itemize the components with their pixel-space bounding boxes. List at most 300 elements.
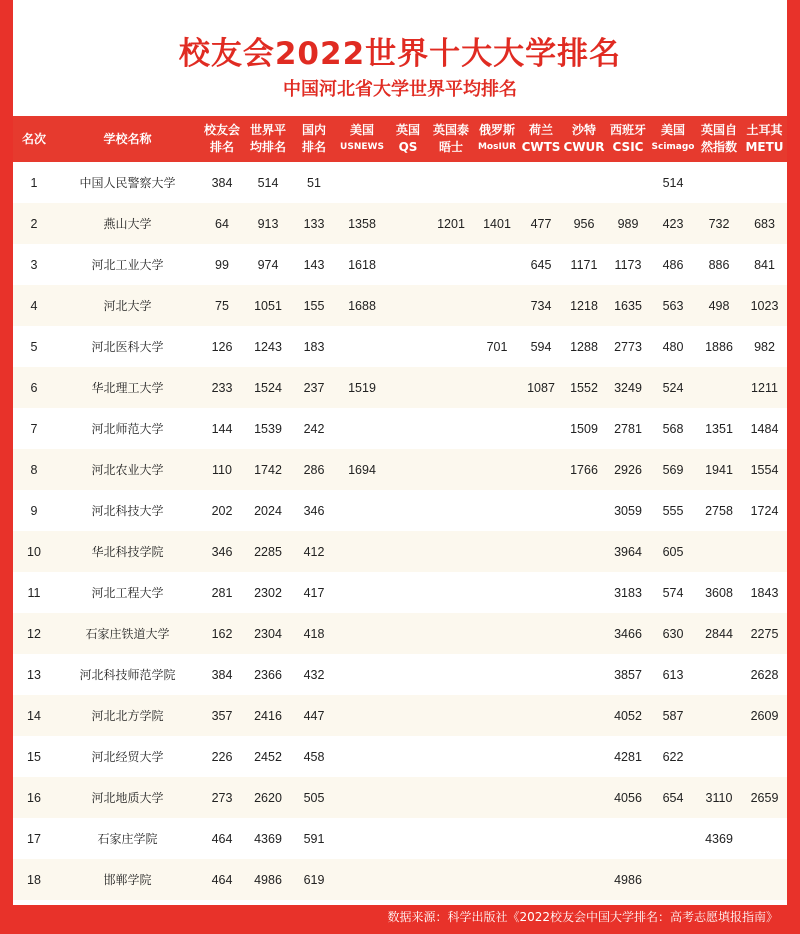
table-cell <box>336 695 388 736</box>
column-header-line1: 英国自 <box>700 123 737 137</box>
table-cell: 605 <box>662 544 684 559</box>
table-cell <box>474 490 520 531</box>
table-cell: 4281 <box>614 749 642 764</box>
column-header-line2: CSIC <box>612 140 644 154</box>
table-row <box>13 654 787 695</box>
column-header-line2: 晤士 <box>438 140 463 154</box>
table-row <box>13 408 787 449</box>
table-cell: 1694 <box>348 462 376 477</box>
table-cell: 447 <box>303 708 325 723</box>
table-cell <box>388 572 428 613</box>
column-header <box>388 116 428 162</box>
table-cell: 237 <box>303 380 325 395</box>
table-cell: 2416 <box>254 708 282 723</box>
table-cell: 1635 <box>614 298 642 313</box>
table-cell: 3608 <box>705 585 733 600</box>
table-cell <box>520 695 562 736</box>
table-cell <box>520 408 562 449</box>
table-cell <box>474 408 520 449</box>
table-cell <box>336 613 388 654</box>
table-cell: 4986 <box>614 872 642 887</box>
table-cell <box>742 531 787 572</box>
rank-cell: 14 <box>27 708 41 723</box>
column-header-line2: 排名 <box>301 140 326 154</box>
table-cell: 412 <box>303 544 325 559</box>
table-cell: 2275 <box>750 626 779 641</box>
table-cell <box>474 162 520 203</box>
table-cell <box>562 695 606 736</box>
table-cell <box>696 654 742 695</box>
column-header-line1: 荷兰 <box>528 123 553 137</box>
school-name-cell: 河北医科大学 <box>91 340 164 354</box>
rank-cell: 12 <box>27 626 41 641</box>
table-cell: 1941 <box>705 462 733 477</box>
table-cell <box>388 490 428 531</box>
rank-cell: 3 <box>30 257 38 272</box>
table-cell <box>388 859 428 900</box>
table-cell <box>696 367 742 408</box>
table-cell <box>520 859 562 900</box>
table-cell <box>474 531 520 572</box>
table-cell <box>388 367 428 408</box>
column-header <box>742 116 787 162</box>
column-header <box>336 116 388 162</box>
table-cell <box>428 654 474 695</box>
table-cell <box>562 859 606 900</box>
column-header <box>244 116 292 162</box>
table-cell <box>336 490 388 531</box>
table-cell: 1401 <box>483 216 511 231</box>
column-header-line1: 西班牙 <box>609 123 646 137</box>
table-cell: 1211 <box>751 380 778 395</box>
table-cell: 1288 <box>570 339 598 354</box>
table-cell: 1539 <box>254 421 282 436</box>
table-cell: 486 <box>662 257 684 272</box>
table-cell: 477 <box>530 216 552 231</box>
table-cell: 162 <box>211 626 233 641</box>
table-cell <box>428 449 474 490</box>
column-header-line2: 均排名 <box>249 140 286 154</box>
table-cell: 886 <box>708 257 730 272</box>
column-header-line1: 国内 <box>301 123 326 137</box>
table-cell: 2773 <box>614 339 642 354</box>
table-cell <box>696 736 742 777</box>
column-header-line2: METU <box>745 140 784 154</box>
table-cell: 732 <box>708 216 730 231</box>
table-cell <box>388 162 428 203</box>
table-cell: 384 <box>211 667 233 682</box>
school-name-cell: 河北地质大学 <box>91 791 164 805</box>
table-cell: 464 <box>211 872 233 887</box>
table-cell: 3183 <box>614 585 642 600</box>
table-cell: 1171 <box>570 257 598 272</box>
column-header-line2: Scimago <box>651 142 695 152</box>
table-row <box>13 777 787 818</box>
table-header-row <box>13 116 787 162</box>
table-cell <box>428 244 474 285</box>
column-header-line2: MosIUR <box>477 142 517 152</box>
table-cell: 2024 <box>254 503 282 518</box>
table-cell <box>388 408 428 449</box>
table-cell <box>520 654 562 695</box>
table-cell: 1509 <box>570 421 598 436</box>
table-cell <box>474 777 520 818</box>
table-cell: 1843 <box>750 585 779 600</box>
table-cell <box>388 285 428 326</box>
table-row <box>13 613 787 654</box>
column-header-line1: 俄罗斯 <box>478 123 515 137</box>
table-cell: 974 <box>257 257 279 272</box>
table-row <box>13 203 787 244</box>
table-cell <box>428 490 474 531</box>
table-cell: 498 <box>708 298 730 313</box>
rank-cell: 8 <box>30 462 38 477</box>
rank-cell: 6 <box>30 380 38 395</box>
column-header <box>428 116 474 162</box>
table-cell: 1218 <box>570 298 598 313</box>
table-cell <box>428 777 474 818</box>
table-cell: 3249 <box>614 380 642 395</box>
column-header-line1: 美国 <box>660 123 685 137</box>
table-cell: 458 <box>303 749 325 764</box>
school-name-cell: 华北科技学院 <box>91 545 164 559</box>
table-cell <box>696 859 742 900</box>
table-cell: 233 <box>211 380 233 395</box>
table-cell <box>650 859 696 900</box>
table-cell: 1243 <box>254 339 282 354</box>
school-name-cell: 邯郸学院 <box>103 873 152 887</box>
table-cell <box>520 613 562 654</box>
table-cell <box>696 695 742 736</box>
table-cell <box>474 449 520 490</box>
table-cell <box>388 613 428 654</box>
table-cell <box>336 326 388 367</box>
table-cell: 683 <box>754 216 775 231</box>
table-cell <box>428 285 474 326</box>
table-cell <box>562 531 606 572</box>
table-cell <box>428 613 474 654</box>
table-cell: 2285 <box>254 544 282 559</box>
rank-cell: 17 <box>27 831 41 846</box>
table-cell <box>562 490 606 531</box>
table-cell: 555 <box>662 503 684 518</box>
table-cell: 630 <box>662 626 684 641</box>
table-cell <box>336 777 388 818</box>
table-cell <box>474 654 520 695</box>
table-cell: 64 <box>215 216 229 231</box>
rank-cell: 18 <box>27 872 41 887</box>
table-cell: 2609 <box>750 708 779 723</box>
table-cell <box>388 531 428 572</box>
column-header <box>292 116 336 162</box>
table-cell <box>428 818 474 859</box>
table-cell: 1724 <box>750 503 779 518</box>
table-cell: 1351 <box>705 421 733 436</box>
table-row <box>13 818 787 859</box>
table-cell <box>520 818 562 859</box>
table-cell <box>388 244 428 285</box>
table-cell: 286 <box>303 462 325 477</box>
table-cell: 913 <box>257 216 279 231</box>
table-cell <box>428 572 474 613</box>
table-cell: 574 <box>662 585 684 600</box>
rank-cell: 9 <box>30 503 38 518</box>
table-cell: 734 <box>530 298 552 313</box>
table-cell <box>388 695 428 736</box>
column-header <box>200 116 244 162</box>
school-name-cell: 石家庄学院 <box>97 832 158 846</box>
table-row <box>13 695 787 736</box>
table-cell <box>562 613 606 654</box>
rank-cell: 11 <box>27 585 41 600</box>
school-name-cell: 石家庄铁道大学 <box>85 627 170 641</box>
table-cell: 1201 <box>437 216 465 231</box>
table-cell: 2659 <box>750 790 779 805</box>
table-cell: 1023 <box>750 298 779 313</box>
table-cell <box>742 818 787 859</box>
table-cell <box>606 818 650 859</box>
table-cell: 281 <box>211 585 233 600</box>
table-cell <box>388 736 428 777</box>
table-cell <box>428 162 474 203</box>
column-header-line1: 沙特 <box>571 123 596 137</box>
table-cell: 1742 <box>254 462 282 477</box>
school-name-cell: 华北理工大学 <box>91 381 164 395</box>
table-cell <box>696 162 742 203</box>
table-row <box>13 285 787 326</box>
table-cell: 1087 <box>527 380 555 395</box>
column-header-line1: 名次 <box>21 131 46 146</box>
table-cell <box>474 367 520 408</box>
table-body <box>13 162 787 900</box>
table-cell: 2304 <box>254 626 282 641</box>
table-cell <box>336 859 388 900</box>
table-cell: 1519 <box>348 380 376 395</box>
table-cell: 75 <box>215 298 229 313</box>
column-header-line1: 学校名称 <box>103 131 152 146</box>
table-cell: 2781 <box>614 421 642 436</box>
table-cell: 144 <box>211 421 233 436</box>
table-cell <box>336 162 388 203</box>
column-header-line1: 英国泰 <box>432 123 469 137</box>
table-cell: 594 <box>530 339 552 354</box>
school-name-cell: 河北科技师范学院 <box>79 668 176 682</box>
school-name-cell: 河北北方学院 <box>91 709 164 723</box>
table-cell <box>520 531 562 572</box>
table-cell: 346 <box>211 544 233 559</box>
table-cell <box>474 285 520 326</box>
table-cell: 3964 <box>614 544 642 559</box>
table-cell <box>562 736 606 777</box>
table-row <box>13 367 787 408</box>
school-name-cell: 河北师范大学 <box>91 422 164 436</box>
table-cell <box>428 531 474 572</box>
table-cell: 989 <box>617 216 639 231</box>
page-title: 校友会2022世界十大大学排名 <box>178 36 622 72</box>
ranking-table <box>13 116 787 900</box>
table-cell: 357 <box>211 708 233 723</box>
table-cell: 202 <box>211 503 233 518</box>
table-cell: 273 <box>211 790 233 805</box>
table-cell <box>562 818 606 859</box>
table-cell <box>428 695 474 736</box>
table-cell: 514 <box>257 175 279 190</box>
table-cell: 2628 <box>750 667 779 682</box>
column-header-line2: QS <box>398 140 418 154</box>
table-cell <box>474 818 520 859</box>
table-cell: 591 <box>303 831 325 846</box>
school-name-cell: 燕山大学 <box>103 217 152 231</box>
table-cell: 4369 <box>254 831 282 846</box>
table-cell: 701 <box>486 339 508 354</box>
table-cell <box>474 695 520 736</box>
table-cell <box>336 736 388 777</box>
table-cell: 2758 <box>705 503 733 518</box>
table-cell: 432 <box>303 667 325 682</box>
table-cell <box>562 162 606 203</box>
table-cell: 505 <box>303 790 325 805</box>
table-cell: 4369 <box>705 831 733 846</box>
table-cell: 524 <box>662 380 684 395</box>
table-cell: 417 <box>303 585 325 600</box>
table-cell: 4986 <box>254 872 282 887</box>
column-header-line2: CWTS <box>521 140 561 154</box>
table-cell <box>742 162 787 203</box>
school-name-cell: 河北科技大学 <box>91 504 164 518</box>
source-footnote: 数据来源：科学出版社《2022校友会中国大学排名：高考志愿填报指南》 <box>387 910 778 924</box>
column-header <box>474 116 520 162</box>
rank-cell: 5 <box>30 339 38 354</box>
table-cell: 1051 <box>254 298 282 313</box>
table-cell: 423 <box>662 216 684 231</box>
table-cell <box>520 162 562 203</box>
rank-cell: 15 <box>27 749 41 764</box>
table-cell: 2926 <box>614 462 642 477</box>
table-cell: 1358 <box>348 216 376 231</box>
table-cell: 133 <box>303 216 325 231</box>
table-cell <box>742 859 787 900</box>
table-cell: 569 <box>662 462 684 477</box>
table-cell <box>520 736 562 777</box>
table-cell: 1688 <box>348 298 376 313</box>
table-cell: 2844 <box>705 626 733 641</box>
table-cell: 1766 <box>570 462 598 477</box>
column-header-line2: CWUR <box>563 140 605 154</box>
table-cell <box>336 654 388 695</box>
column-header-line1: 土耳其 <box>746 123 783 137</box>
column-header-line1: 校友会 <box>203 123 240 137</box>
table-cell <box>428 408 474 449</box>
table-cell <box>336 818 388 859</box>
table-cell: 1484 <box>750 421 779 436</box>
table-cell: 384 <box>211 175 233 190</box>
table-cell <box>336 531 388 572</box>
rank-cell: 2 <box>30 216 38 231</box>
table-cell: 568 <box>662 421 684 436</box>
table-cell: 242 <box>303 421 325 436</box>
column-header-line1: 英国 <box>395 123 420 137</box>
table-cell <box>428 859 474 900</box>
table-cell <box>562 572 606 613</box>
school-name-cell: 中国人民警察大学 <box>79 176 176 190</box>
table-row <box>13 572 787 613</box>
column-header-line2: 然指数 <box>700 140 737 154</box>
table-cell: 563 <box>662 298 684 313</box>
table-cell <box>696 531 742 572</box>
table-cell: 619 <box>303 872 325 887</box>
table-row <box>13 244 787 285</box>
table-cell: 1524 <box>254 380 282 395</box>
table-cell: 51 <box>307 175 321 190</box>
table-cell <box>388 326 428 367</box>
table-cell <box>650 818 696 859</box>
table-cell: 1173 <box>614 257 642 272</box>
table-cell: 110 <box>212 462 232 477</box>
table-cell: 2620 <box>254 790 282 805</box>
table-row <box>13 736 787 777</box>
table-cell <box>428 367 474 408</box>
table-cell: 2452 <box>254 749 282 764</box>
column-header-line1: 美国 <box>349 123 374 137</box>
table-cell: 654 <box>662 790 684 805</box>
rank-cell: 13 <box>27 667 41 682</box>
table-cell: 155 <box>303 298 325 313</box>
table-row <box>13 449 787 490</box>
rank-cell: 10 <box>27 544 41 559</box>
table-cell: 514 <box>662 175 684 190</box>
table-cell: 956 <box>573 216 595 231</box>
table-cell <box>606 162 650 203</box>
table-cell: 143 <box>303 257 325 272</box>
page-subtitle: 中国河北省大学世界平均排名 <box>283 79 517 100</box>
table-cell: 99 <box>215 257 229 272</box>
table-cell <box>520 449 562 490</box>
table-cell <box>520 490 562 531</box>
table-cell <box>520 777 562 818</box>
table-cell: 3110 <box>705 790 733 805</box>
table-cell: 1618 <box>348 257 376 272</box>
table-row <box>13 859 787 900</box>
table-cell <box>562 777 606 818</box>
table-cell <box>742 736 787 777</box>
school-name-cell: 河北经贸大学 <box>91 750 164 764</box>
table-cell <box>428 326 474 367</box>
column-header <box>55 116 200 162</box>
table-cell: 418 <box>303 626 325 641</box>
column-header <box>520 116 562 162</box>
school-name-cell: 河北工业大学 <box>91 258 164 272</box>
column-header <box>650 116 696 162</box>
table-cell: 1552 <box>570 380 598 395</box>
table-row <box>13 490 787 531</box>
ranking-sheet <box>13 0 787 905</box>
table-cell: 183 <box>303 339 325 354</box>
table-cell: 480 <box>662 339 684 354</box>
table-cell: 1554 <box>750 462 779 477</box>
table-cell <box>388 654 428 695</box>
table-cell <box>474 613 520 654</box>
table-cell: 587 <box>662 708 684 723</box>
rank-cell: 4 <box>30 298 38 313</box>
table-cell <box>474 859 520 900</box>
table-cell: 3857 <box>614 667 642 682</box>
table-cell <box>388 203 428 244</box>
table-cell: 346 <box>303 503 325 518</box>
table-cell <box>388 449 428 490</box>
table-cell: 1886 <box>705 339 733 354</box>
table-cell: 982 <box>754 339 775 354</box>
school-name-cell: 河北大学 <box>103 299 152 313</box>
